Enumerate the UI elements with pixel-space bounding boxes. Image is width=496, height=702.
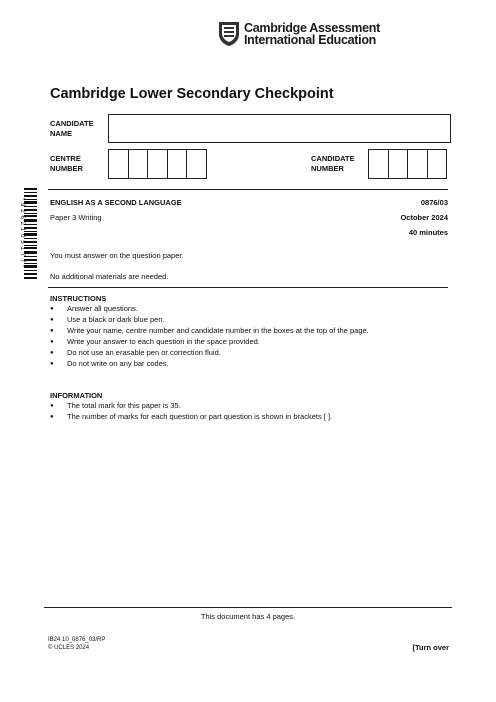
centre-number-cell[interactable] — [128, 149, 149, 179]
candidate-name-field[interactable] — [108, 114, 451, 143]
session: October 2024 — [400, 213, 448, 222]
cambridge-logo — [218, 20, 380, 48]
note-answer-on-paper: You must answer on the question paper. — [50, 251, 184, 260]
document-reference: IB24 10_0876_03/RP — [48, 637, 106, 643]
information-list — [50, 401, 332, 423]
list-item: ● Do not write on any bar codes. — [50, 359, 369, 370]
candidate-number-field[interactable] — [368, 149, 447, 179]
candidate-number-label-text: CANDIDATE NUMBER — [311, 154, 355, 173]
centre-number-cell[interactable] — [147, 149, 168, 179]
centre-number-label-text: CENTRE NUMBER — [50, 154, 83, 173]
divider — [48, 287, 448, 288]
list-item: ● Write your name, centre number and candidate number in the boxes at the top of the page. — [50, 326, 369, 337]
crest-icon — [218, 21, 240, 47]
logo-line-2: International Education — [244, 33, 376, 47]
instructions-list — [50, 304, 369, 369]
centre-number-field[interactable] — [108, 149, 207, 179]
information-heading: INFORMATION — [50, 391, 103, 400]
note-materials: No additional materials are needed. — [50, 272, 169, 281]
centre-number-label — [50, 154, 110, 174]
logo-line-1: Cambridge Assessment — [244, 21, 380, 35]
barcode — [14, 188, 38, 280]
candidate-number-label — [311, 154, 371, 174]
subject: ENGLISH AS A SECOND LANGUAGE — [50, 198, 182, 207]
candidate-name-label — [50, 119, 110, 139]
page-title: Cambridge Lower Secondary Checkpoint — [50, 86, 334, 102]
candidate-number-cell[interactable] — [368, 149, 389, 179]
footer-ref-block — [48, 636, 105, 652]
turn-over: [Turn over — [412, 643, 449, 652]
list-item: ● Write your answer to each question in the space provided. — [50, 337, 369, 348]
footer-divider — [44, 607, 452, 608]
list-item: ● Use a black or dark blue pen. — [50, 315, 369, 326]
paper-code: 0876/03 — [420, 198, 448, 207]
barcode-text: * 9 2 6 2 1 0 5 1 7 7 * — [19, 197, 25, 269]
candidate-number-cell[interactable] — [427, 149, 448, 179]
duration: 40 minutes — [408, 228, 448, 237]
candidate-number-cell[interactable] — [388, 149, 409, 179]
divider — [48, 189, 448, 190]
candidate-number-cell[interactable] — [407, 149, 428, 179]
barcode-image — [14, 188, 38, 280]
list-item: ● The total mark for this paper is 35. — [50, 401, 332, 412]
paper-name: Paper 3 Writing — [50, 213, 102, 222]
page-count: This document has 4 pages. — [200, 612, 296, 621]
list-item: ● Answer all questions. — [50, 304, 369, 315]
centre-number-cell[interactable] — [186, 149, 207, 179]
list-item: ● Do not use an erasable pen or correction fluid. — [50, 348, 369, 359]
instructions-heading: INSTRUCTIONS — [50, 294, 107, 303]
centre-number-cell[interactable] — [108, 149, 129, 179]
centre-number-cell[interactable] — [167, 149, 188, 179]
copyright: © UCLES 2024 — [48, 645, 90, 651]
list-item: ● The number of marks for each question or part question is shown in brackets [ ]. — [50, 412, 332, 423]
candidate-name-label-text: CANDIDATE NAME — [50, 119, 94, 138]
